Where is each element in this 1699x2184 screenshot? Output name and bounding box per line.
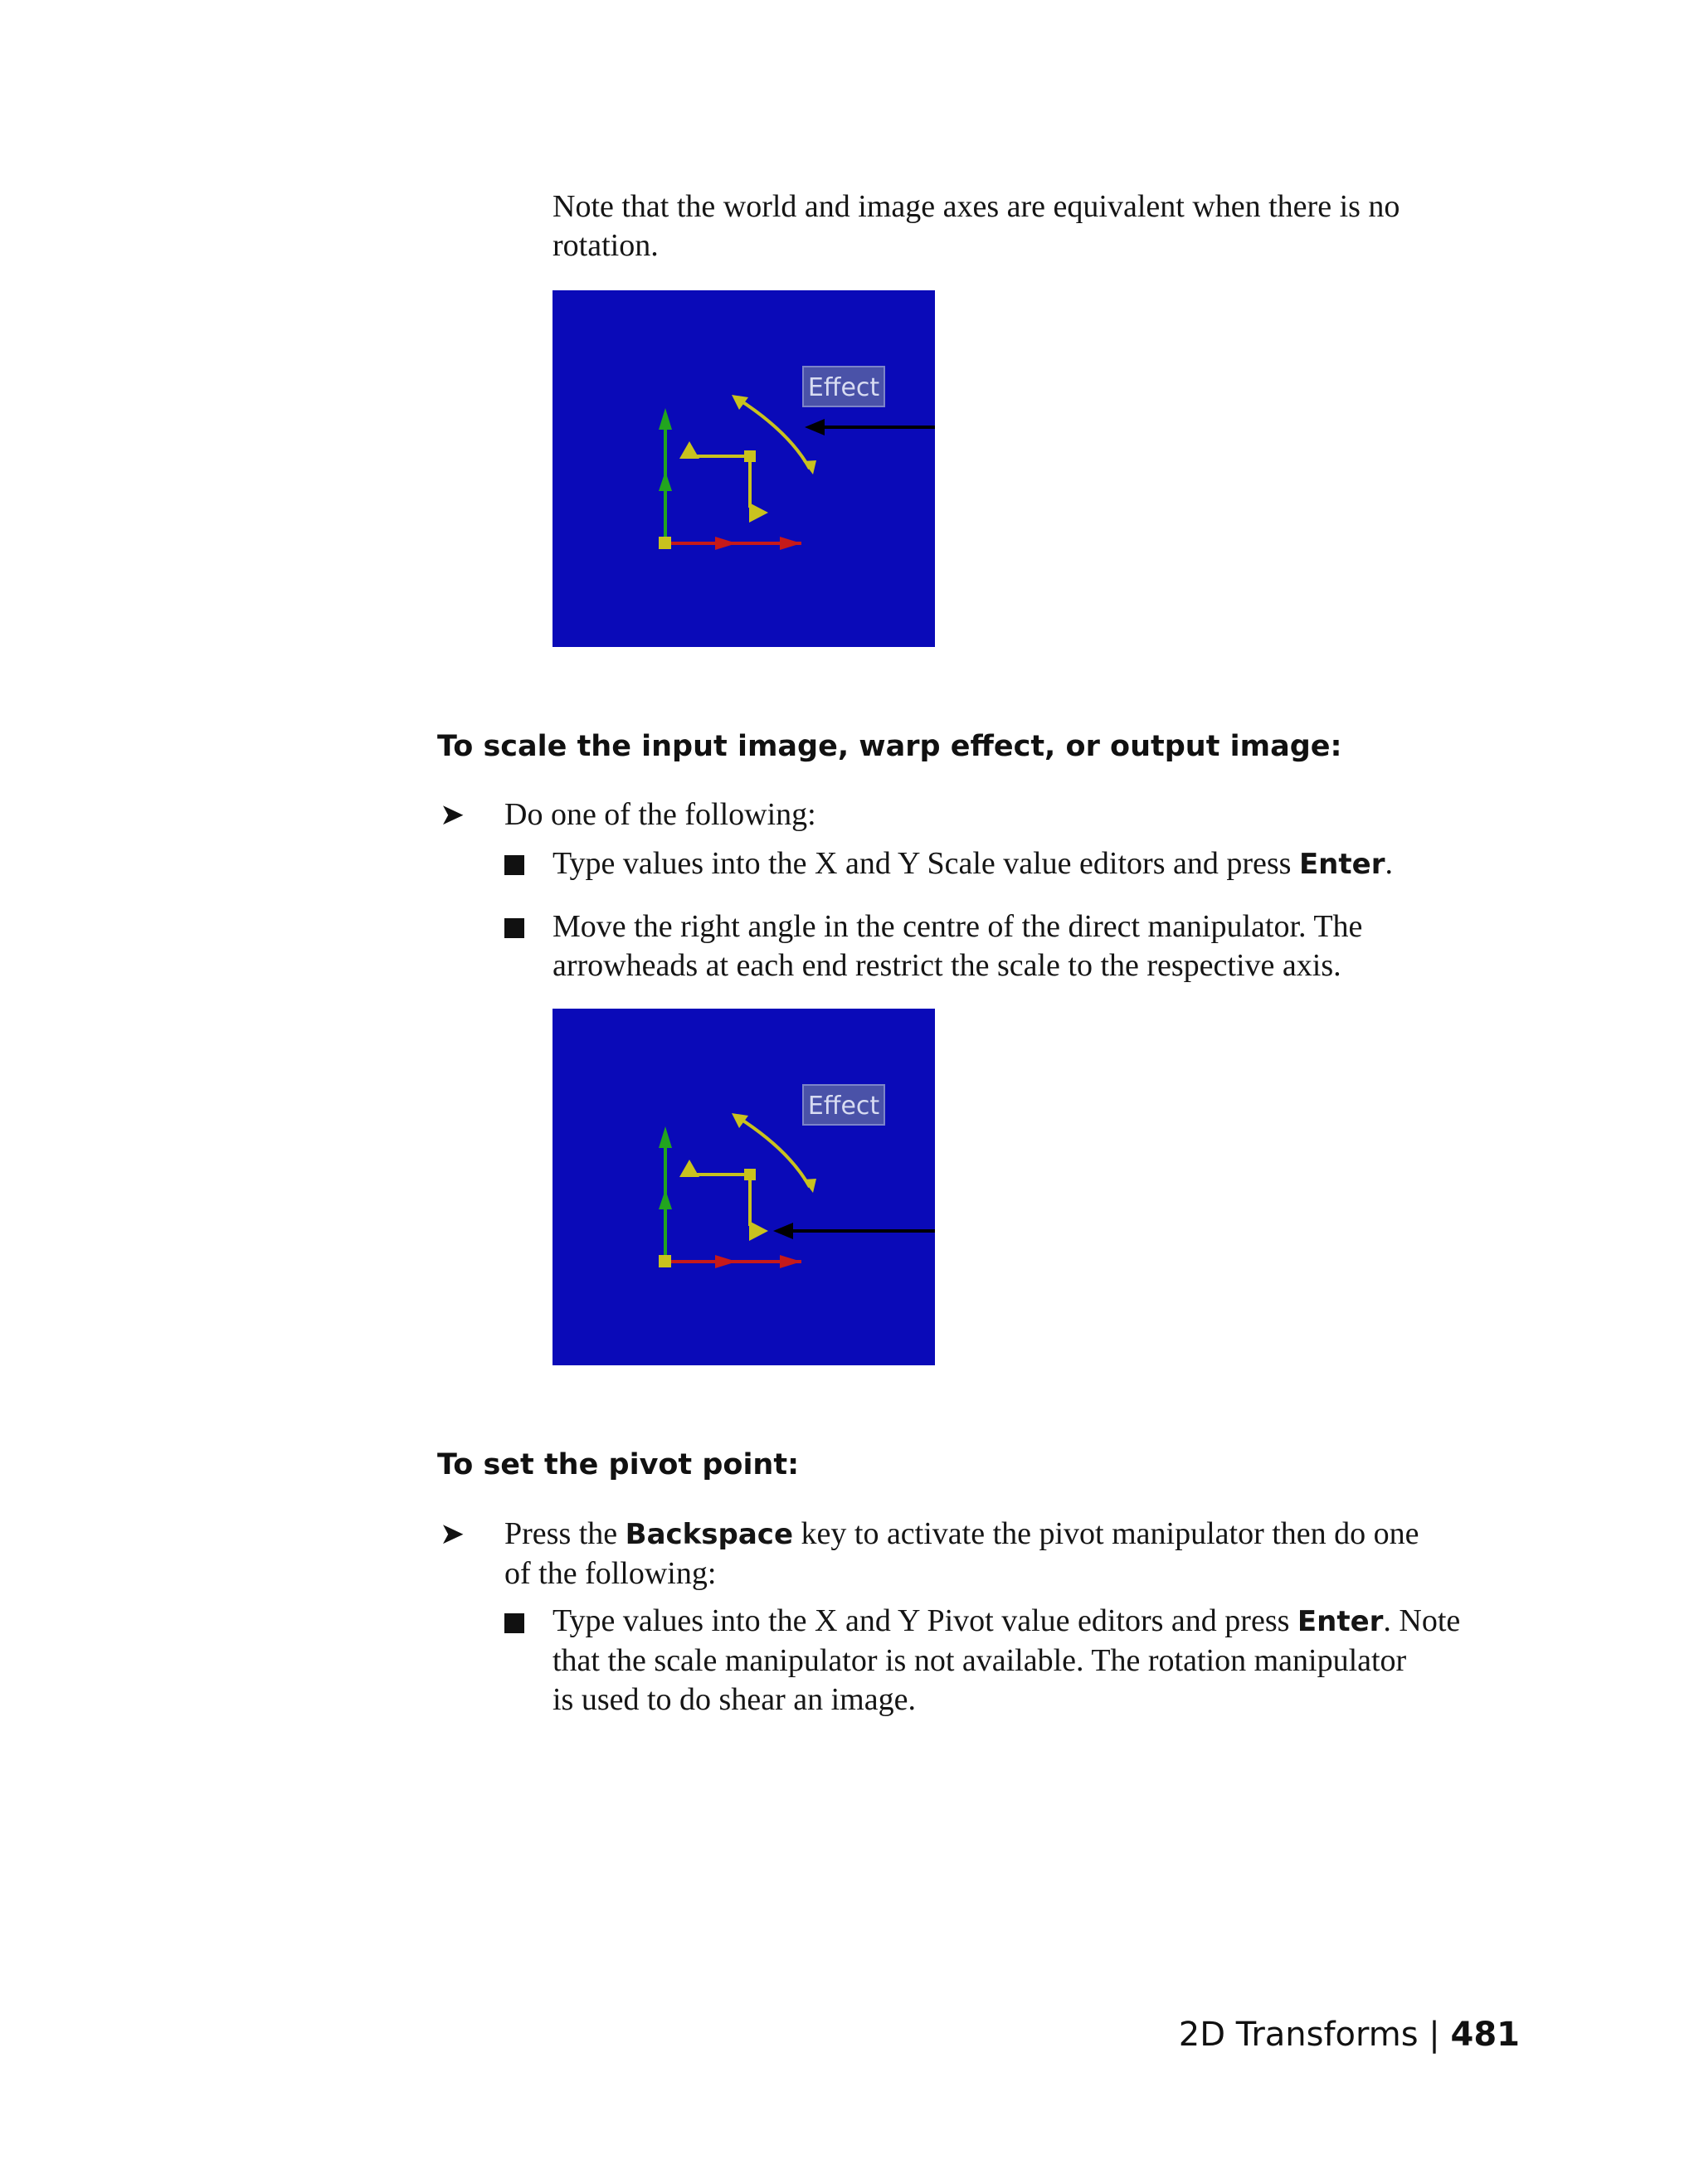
- footer-section-title: 2D Transforms: [1178, 2016, 1419, 2054]
- pivot-step: [504, 1515, 1541, 1593]
- page-footer: [1179, 2016, 1520, 2054]
- pivot-bullet-line-2: that the scale manipulator is not available. The rotation manipulator: [553, 1643, 1407, 1678]
- scale-step-text: Do one of the following:: [504, 797, 816, 832]
- intro-line-1: Note that the world and image axes are equivalent when there is no: [553, 189, 1400, 224]
- pivot-bullet-pre: Type values into the X and Y Pivot value editors and press: [553, 1603, 1297, 1638]
- effect-label: Effect: [807, 373, 880, 402]
- bullet-1-text: Type values into the X and Y Scale value editors and press: [553, 846, 1299, 881]
- enter-key-label: Enter: [1298, 848, 1385, 881]
- intro-paragraph: [553, 187, 1540, 265]
- page-number: 481: [1450, 2016, 1520, 2054]
- scale-bullet-2: [553, 907, 1540, 985]
- effect-label: Effect: [807, 1092, 880, 1121]
- pivot-bullet: [553, 1602, 1565, 1719]
- pivot-heading: To set the pivot point:: [437, 1448, 800, 1481]
- bullet-2-line-2: arrowheads at each end restrict the scale to the respective axis.: [553, 948, 1341, 983]
- bullet-square-icon: [504, 1613, 524, 1633]
- pivot-bullet-post: . Note: [1383, 1603, 1461, 1638]
- backspace-key-label: Backspace: [625, 1518, 794, 1551]
- bullet-square-icon: [504, 855, 524, 875]
- scale-bullet-1: [553, 844, 1540, 884]
- scale-heading: To scale the input image, warp effect, or output image:: [437, 730, 1342, 763]
- figure-rotation-manipulator: [553, 290, 935, 647]
- step-arrow-icon: ➤: [440, 798, 465, 832]
- pivot-bullet-line-1: [553, 1602, 1565, 1642]
- pivot-bullet-line-3: is used to do shear an image.: [553, 1682, 916, 1717]
- pivot-step-line-1: [504, 1515, 1541, 1554]
- figure-scale-manipulator: [553, 1009, 935, 1365]
- step-arrow-icon: ➤: [440, 1517, 465, 1551]
- bullet-2-line-1: Move the right angle in the centre of the direct manipulator. The: [553, 909, 1363, 944]
- enter-key-label: Enter: [1297, 1605, 1384, 1638]
- pivot-step-pre: Press the: [504, 1516, 626, 1551]
- pivot-step-post: key to activate the pivot manipulator then do one: [793, 1516, 1419, 1551]
- bullet-square-icon: [504, 918, 524, 938]
- pivot-step-line-2: of the following:: [504, 1556, 717, 1591]
- bullet-1-end: .: [1385, 846, 1393, 881]
- footer-separator: |: [1429, 2016, 1440, 2054]
- intro-line-2: rotation.: [553, 228, 659, 263]
